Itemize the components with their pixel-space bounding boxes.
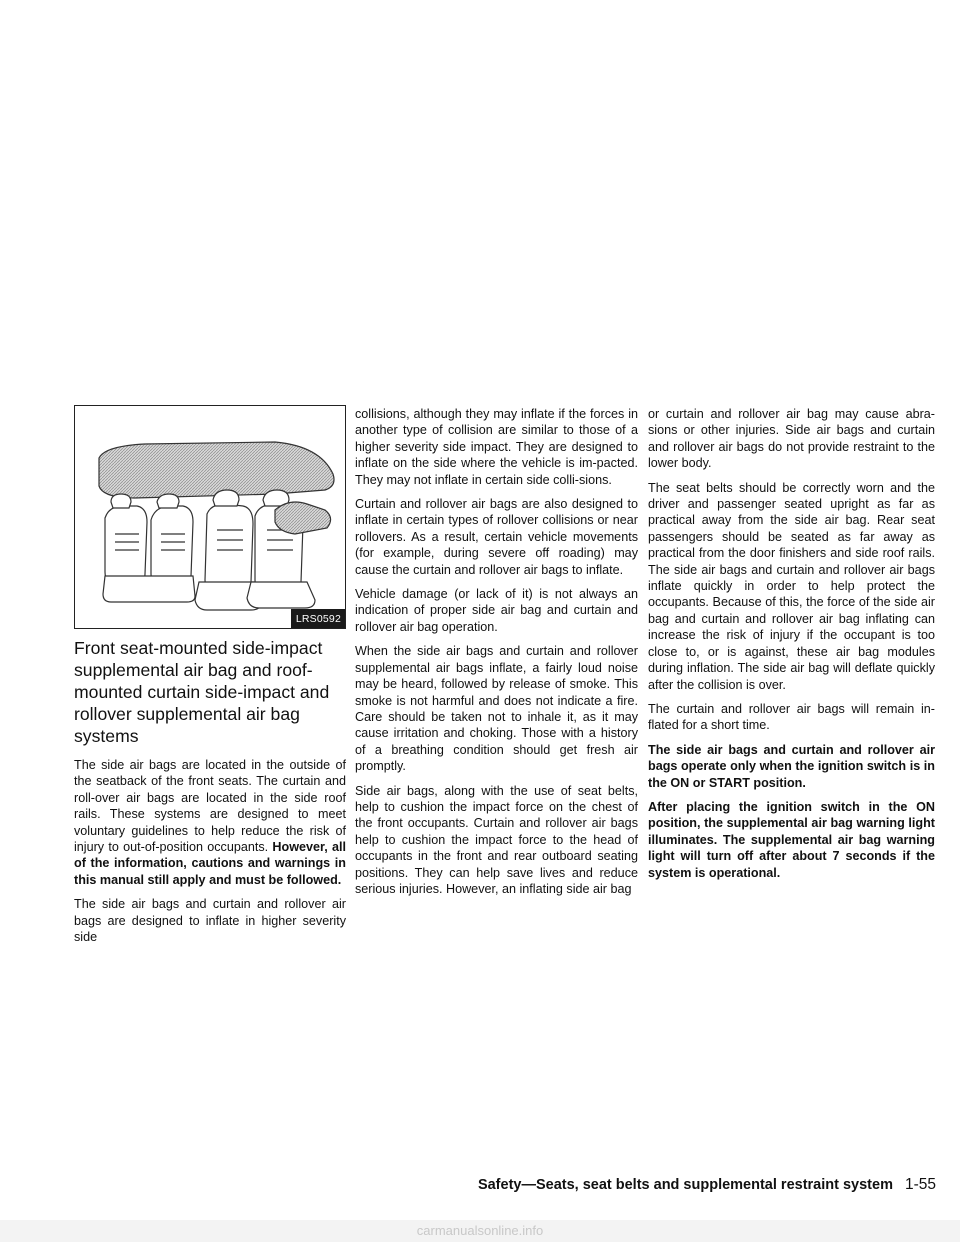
paragraph: When the side air bags and curtain and rollover supplemental air bags inflate, a fairly loud noise may be heard, followed by release of smoke. This smoke is not harmful and does not indicate a fire. Care should be taken not to inhale it, as it may cause irritation and choking. Those with a history of a breathing condition should get fresh air promptly. xyxy=(355,644,638,774)
rear-seat-shape xyxy=(103,494,195,602)
paragraph xyxy=(74,757,346,888)
paragraph: collisions, although they may inflate if the forces in another type of collision are similar to those of a higher severity side impact. They are designed to inflate on the side where the vehicle is im-pacted. They may not inflate in certain side colli-sions. xyxy=(355,407,638,487)
paragraph: Curtain and rollover air bags are also designed to inflate in certain types of rollover collisions or near rollovers. As a result, certain vehicle movements (for example, during severe off roading) may cause the curtain and rollover air bags to inflate. xyxy=(355,497,638,577)
figure-label: LRS0592 xyxy=(291,609,345,628)
footer-section-title: Safety—Seats, seat belts and supplemental restraint system xyxy=(477,1177,893,1193)
side-airbag-shape xyxy=(275,502,331,534)
paragraph: The curtain and rollover air bags will remain in-flated for a short time. xyxy=(648,701,935,733)
curtain-airbag-shape xyxy=(99,442,334,498)
bold-warning-text: However, all of the information, cautions and warnings in this manual still apply and must be followed. xyxy=(74,840,346,887)
column-1 xyxy=(74,405,346,953)
paragraph: Side air bags, along with the use of seat belts, help to cushion the impact force on the chest of the front occupants. Curtain and rollover air bags help to cushion the impact force to the head of occupants in the front and rear outboard seating positions. They can help save lives and reduce serious injuries. However, an inflating side air bag xyxy=(355,783,638,896)
paragraph: The side air bags and curtain and rollover air bags are designed to inflate in higher severity side xyxy=(74,897,346,945)
section-heading: Front seat-mounted side-impact supplemental air bag and roof-mounted curtain side-impact and rollover supplemental air bag systems xyxy=(74,638,330,746)
page-footer xyxy=(478,1176,936,1194)
bold-paragraph: After placing the ignition switch in the ON position, the supplemental air bag warning light illuminates. The supplemental air bag warning light will turn off after about 7 seconds if the system is operational. xyxy=(648,799,935,880)
paragraph: or curtain and rollover air bag may cause abra-sions or other injuries. Side air bags and curtain and rollover air bags do not provide restraint to the lower body. xyxy=(648,407,935,471)
paragraph-text: The side air bags are located in the outside of the seatback of the front seats. The curtain and roll-over air bags are located in the side roof rails. These systems are designed to meet voluntary guidelines to help reduce the risk of injury to out-of-position occupants. xyxy=(74,758,346,855)
watermark: carmanualsonline.info xyxy=(0,1220,960,1242)
page-number: 1-55 xyxy=(904,1176,936,1193)
bold-paragraph: The side air bags and curtain and rollover air bags operate only when the ignition switch is in the ON or START position. xyxy=(648,742,935,790)
paragraph: Vehicle damage (or lack of it) is not always an indication of proper side air bag and curtain and rollover air bag operation. xyxy=(355,587,638,634)
column-2 xyxy=(355,406,638,905)
seat-airbag-illustration xyxy=(75,406,345,628)
airbag-figure xyxy=(74,405,346,629)
column-3 xyxy=(648,406,935,889)
paragraph: The seat belts should be correctly worn and the driver and passenger seated upright as far as practical away from the side air bag. Rear seat passengers should be seated as far away as practical from the door finishers and side roof rails. The side air bags and curtain and rollover air bags inflate quickly in order to help protect the occupants. Because of this, the force of the side air bag and curtain and rollover air bag inflating can increase the risk of injury if the occupant is too close to, or is against, these air bag modules during inflation. The side air bag will deflate quickly after the collision is over. xyxy=(648,480,935,692)
